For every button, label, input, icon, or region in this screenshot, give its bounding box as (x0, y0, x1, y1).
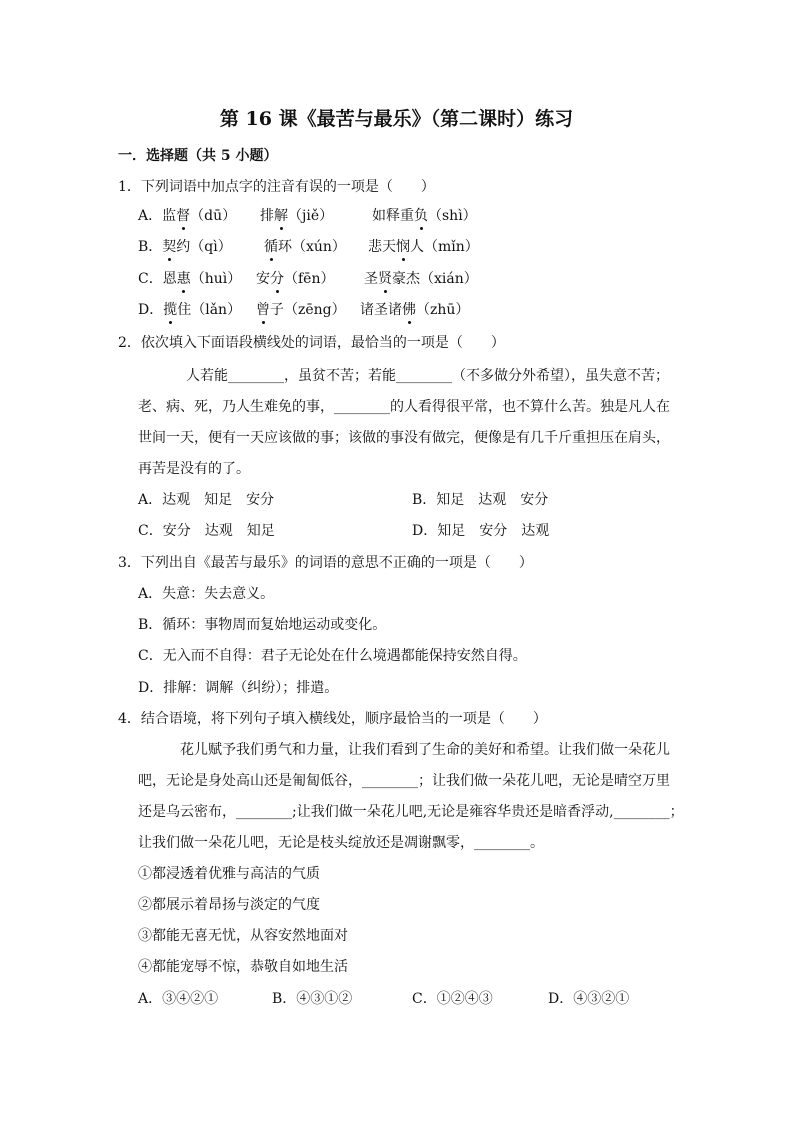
q1-option-d: D．揽住（lǎn） (138, 299, 241, 319)
q1-option-b-word3: 悲天悯人（mǐn） (368, 236, 479, 256)
q4-sentence-1: ①都浸透着优雅与高洁的气质 (138, 866, 320, 882)
q2-option-c: C．安分 达观 知足 (138, 523, 275, 539)
q3-option-b: B．循环：事物周而复始地运动或变化。 (138, 617, 387, 633)
q4-passage-line2: 吧，无论是身处高山还是匍匐低谷，________；让我们做一朵花儿吧，无论是晴空万里 (138, 773, 670, 789)
q3-option-d: D．排解：调解（纠纷）；排遣。 (138, 680, 339, 696)
q2-passage-line3: 世间一天，便有一天应该做的事；该做的事没有做完，便像是有几千斤重担压在肩头， (138, 430, 670, 446)
q4-option-b: B．④③①② (272, 991, 353, 1007)
q4-sentence-2: ②都展示着昂扬与淡定的气度 (138, 897, 320, 913)
q2-option-b: B．知足 达观 安分 (412, 492, 549, 508)
q1-option-a-word3: 如释重负（shì） (372, 205, 477, 225)
q1-option-d-word3: 诸圣诸佛（zhū） (360, 299, 469, 319)
q1-option-a: A．监督（dū） (138, 205, 236, 225)
q4-option-d: D．④③②① (548, 991, 630, 1007)
q3-option-c: C．无入而不自得：君子无论处在什么境遇都能保持安然自得。 (138, 648, 527, 664)
q1-option-c: C．恩惠（huì） (138, 268, 241, 288)
q1-option-b: B．契约（qì） (138, 236, 232, 256)
q4-sentence-3: ③都能无喜无忧，从容安然地面对 (138, 928, 348, 944)
q1-option-c-word3: 圣贤豪杰（xián） (364, 268, 478, 288)
q1-stem: 1．下列词语中加点字的注音有误的一项是（ ） (118, 179, 435, 195)
q1-option-c-word2: 安分（fēn） (256, 268, 334, 288)
page-title: 第 16 课《最苦与最乐》（第二课时）练习 (219, 108, 574, 130)
q1-option-a-word2: 排解（jiě） (260, 205, 333, 225)
q2-option-d: D．知足 安分 达观 (412, 523, 550, 539)
section-header: 一．选择题（共 5 小题） (118, 148, 278, 164)
q2-passage-line1: 人若能________，虽贫不苦；若能________（不多做分外希望），虽失意不苦； (186, 368, 669, 384)
q4-stem: 4．结合语境，将下列句子填入横线处，顺序最恰当的一项是（ ） (118, 711, 547, 727)
q4-passage-line1: 花儿赋予我们勇气和力量，让我们看到了生命的美好和希望。让我们做一朵花儿 (180, 742, 670, 758)
q4-passage-line4: 让我们做一朵花儿吧，无论是枝头绽放还是凋谢飘零，________。 (138, 835, 544, 851)
q2-passage-line4: 再苦是没有的了。 (138, 461, 250, 477)
q2-stem: 2．依次填入下面语段横线处的词语，最恰当的一项是（ ） (118, 335, 505, 351)
q3-stem: 3．下列出自《最苦与最乐》的词语的意思不正确的一项是（ ） (118, 555, 533, 571)
q3-option-a: A．失意：失去意义。 (138, 586, 275, 602)
q2-option-a: A．达观 知足 安分 (138, 492, 275, 508)
q1-option-d-word2: 曾子（zēng） (256, 299, 346, 319)
q1-option-b-word2: 循环（xún） (264, 236, 346, 256)
q4-option-a: A．③④②① (138, 991, 219, 1007)
q2-passage-line2: 老、病、死，乃人生难免的事，________的人看得很平常，也不算什么苦。独是凡人在 (138, 399, 670, 415)
q4-option-c: C．①②④③ (412, 991, 493, 1007)
q4-passage-line3: 还是乌云密布，________;让我们做一朵花儿吧,无论是雍容华贵还是暗香浮动,________； (138, 804, 684, 820)
q4-sentence-4: ④都能宠辱不惊，恭敬自如地生活 (138, 959, 348, 975)
